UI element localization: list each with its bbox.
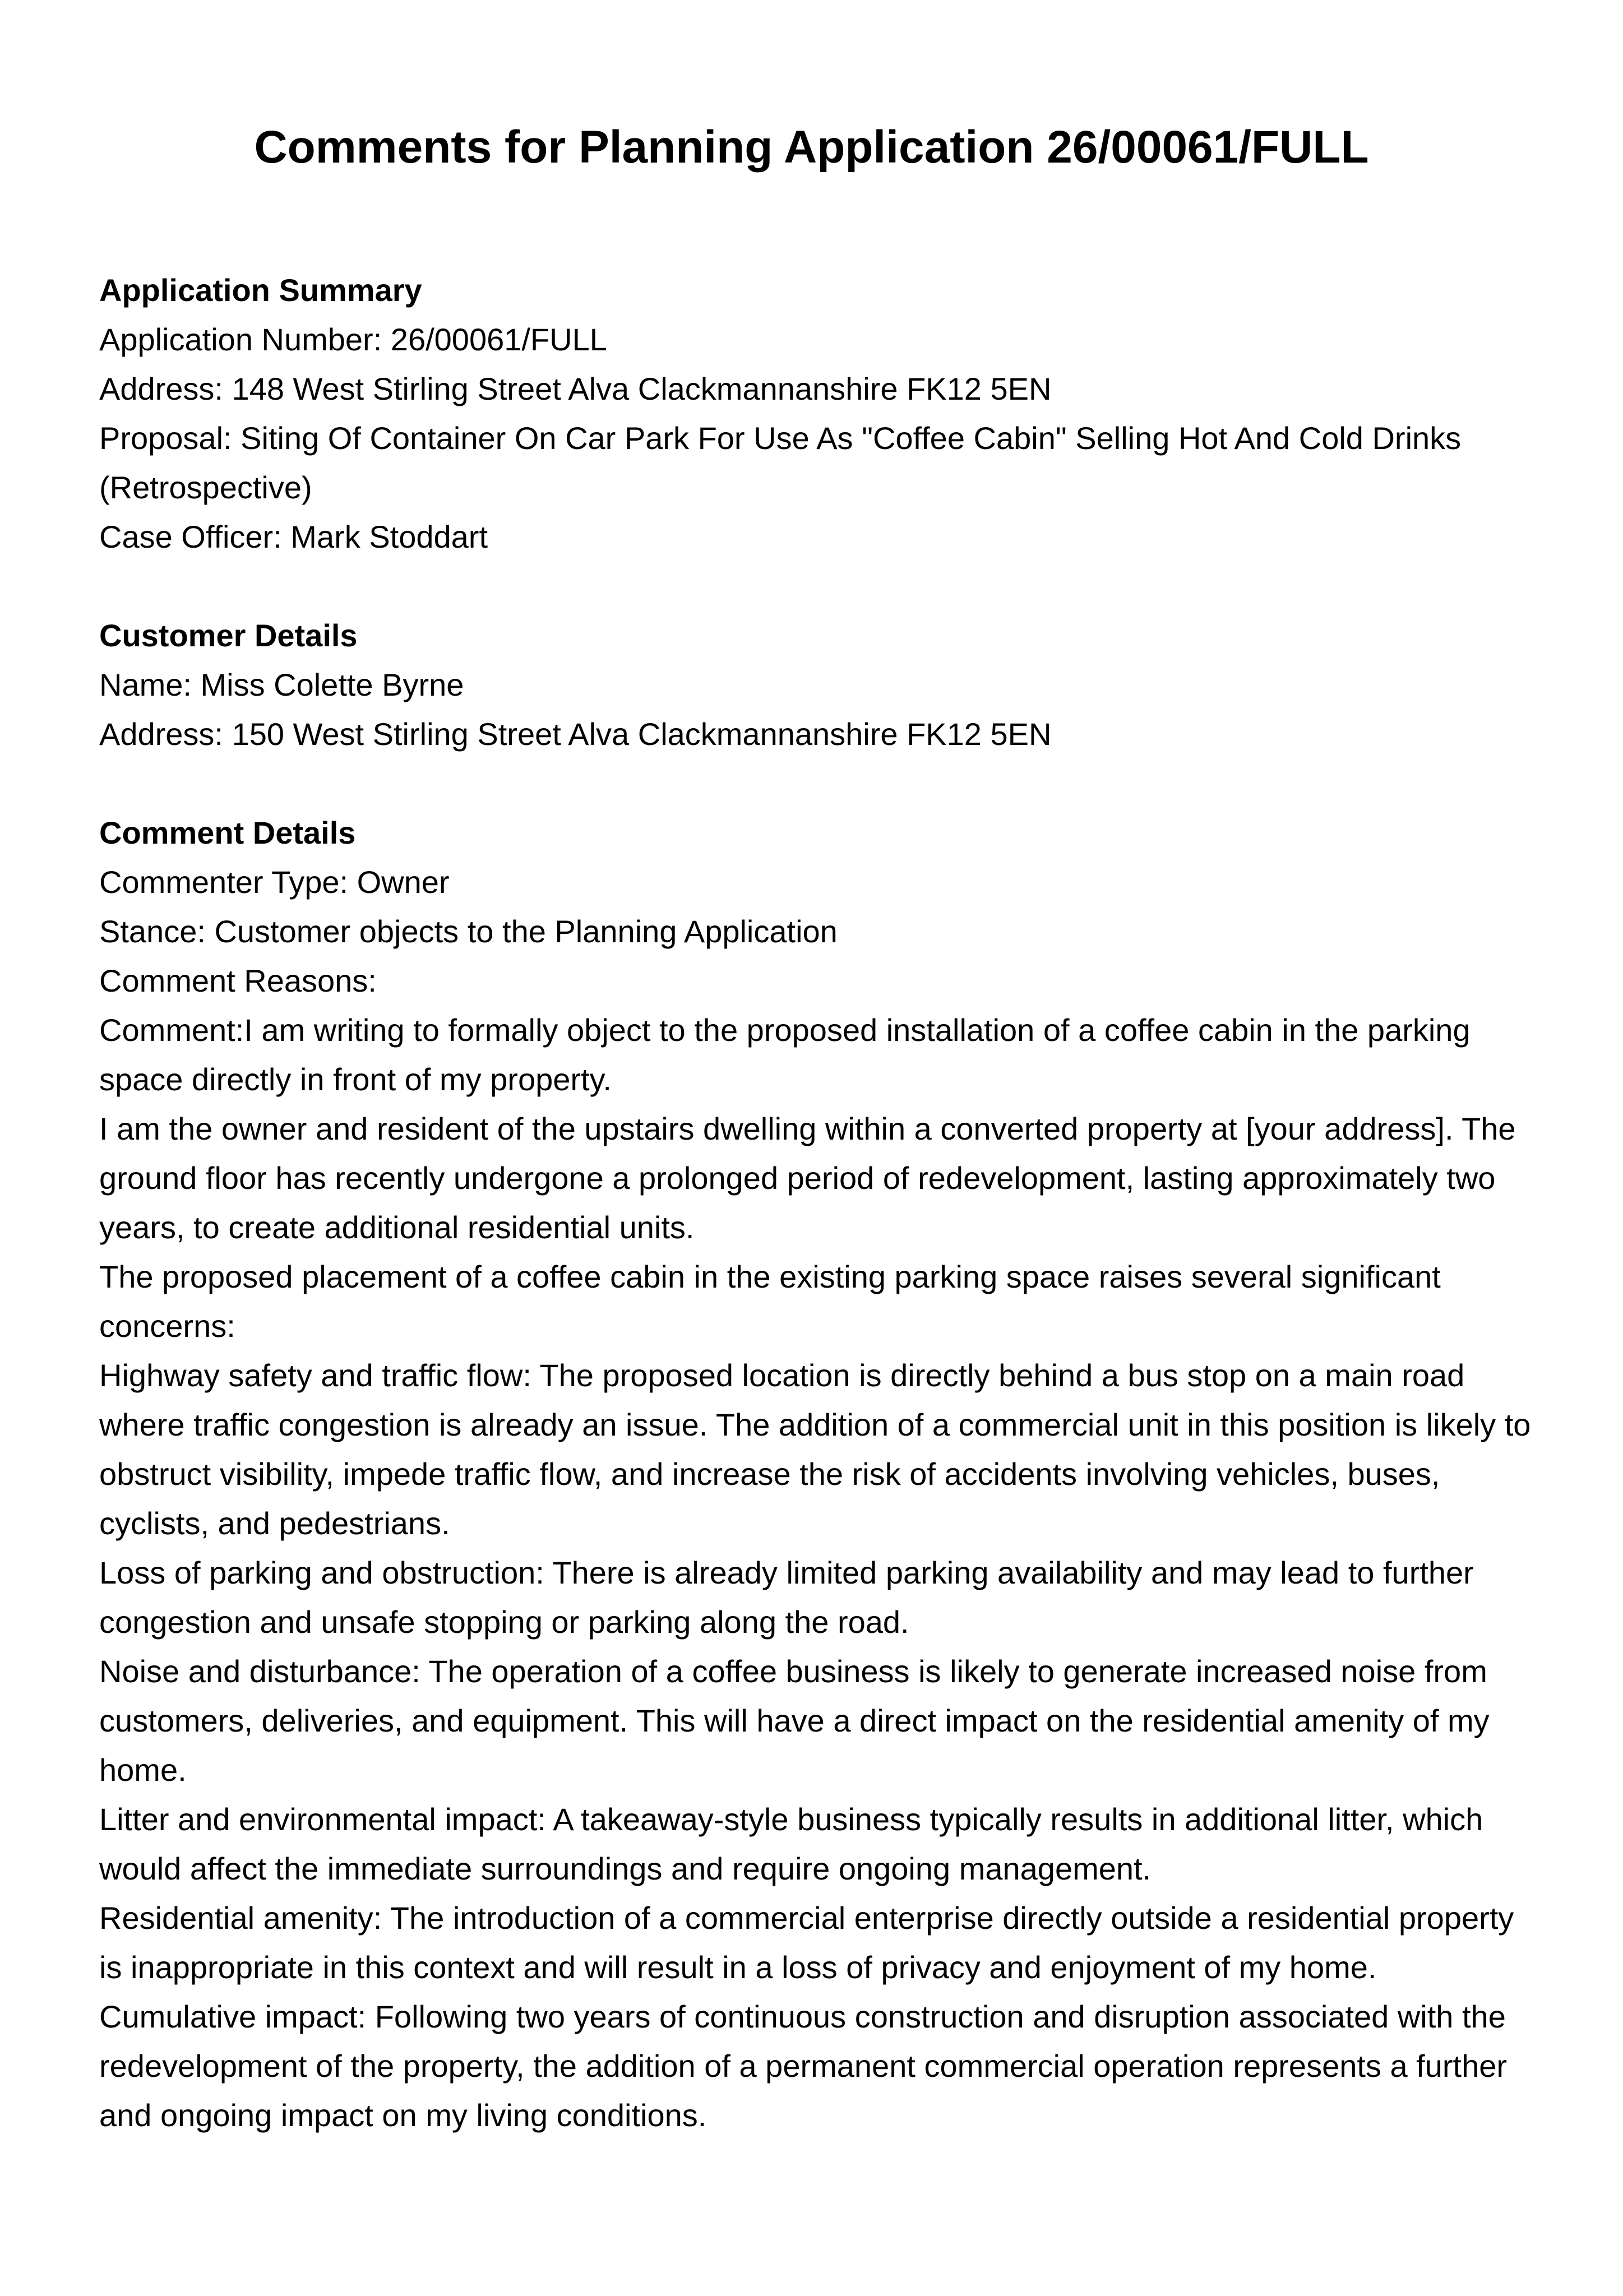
application-proposal: Proposal: Siting Of Container On Car Park For Use As "Coffee Cabin" Selling Hot And Cold Drinks (Retrospective) xyxy=(99,420,1462,505)
stance: Stance: Customer objects to the Planning Application xyxy=(99,914,838,949)
page-title: Comments for Planning Application 26/00061/FULL xyxy=(254,122,1369,173)
commenter-type: Commenter Type: Owner xyxy=(99,864,450,900)
customer-details-section xyxy=(99,611,1534,759)
comment-paragraph: Loss of parking and obstruction: There is already limited parking availability and may lead to further congestion and unsafe stopping or parking along the road. xyxy=(99,1555,1474,1640)
comment-paragraph: Comment:I am writing to formally object to the proposed installation of a coffee cabin in the parking space directly in front of my property. xyxy=(99,1012,1471,1097)
case-officer: Case Officer: Mark Stoddart xyxy=(99,519,488,554)
comment-paragraph: Cumulative impact: Following two years of continuous construction and disruption associated with the redevelopment of the property, the addition of a permanent commercial operation represents a further and ongoing impact on my living conditions. xyxy=(99,1999,1508,2133)
application-summary-section xyxy=(99,266,1534,562)
application-summary-heading: Application Summary xyxy=(99,272,422,308)
comment-reasons: Comment Reasons: xyxy=(99,963,377,998)
customer-details-heading: Customer Details xyxy=(99,618,358,653)
comment-details-section xyxy=(99,808,1534,2140)
comment-details-heading: Comment Details xyxy=(99,815,356,850)
customer-address: Address: 150 West Stirling Street Alva Clackmannanshire FK12 5EN xyxy=(99,716,1052,752)
comment-paragraph: Litter and environmental impact: A takeaway-style business typically results in additional litter, which would affect the immediate surroundings and require ongoing management. xyxy=(99,1802,1483,1886)
comment-paragraph: Noise and disturbance: The operation of a coffee business is likely to generate increased noise from customers, deliveries, and equipment. This will have a direct impact on the residential amenity of my home. xyxy=(99,1654,1490,1788)
customer-name: Name: Miss Colette Byrne xyxy=(99,667,464,702)
document-body xyxy=(99,266,1534,2189)
application-address: Address: 148 West Stirling Street Alva Clackmannanshire FK12 5EN xyxy=(99,371,1052,406)
comment-paragraph: The proposed placement of a coffee cabin in the existing parking space raises several significant concerns: xyxy=(99,1259,1441,1344)
comment-paragraph: Highway safety and traffic flow: The proposed location is directly behind a bus stop on a main road where traffic congestion is already an issue. The addition of a commercial unit in this position is likely to obstruct visibility, impede traffic flow, and increase the risk of accidents involving vehicles, buses, cyclists, and pedestrians. xyxy=(99,1358,1531,1541)
comment-paragraph: Residential amenity: The introduction of a commercial enterprise directly outside a residential property is inappropriate in this context and will result in a loss of privacy and enjoyment of my home. xyxy=(99,1900,1514,1985)
comment-paragraph: I am the owner and resident of the upstairs dwelling within a converted property at [your address]. The ground floor has recently undergone a prolonged period of redevelopment, lasting approximately two years, to create additional residential units. xyxy=(99,1111,1516,1245)
application-number: Application Number: 26/00061/FULL xyxy=(99,322,607,357)
